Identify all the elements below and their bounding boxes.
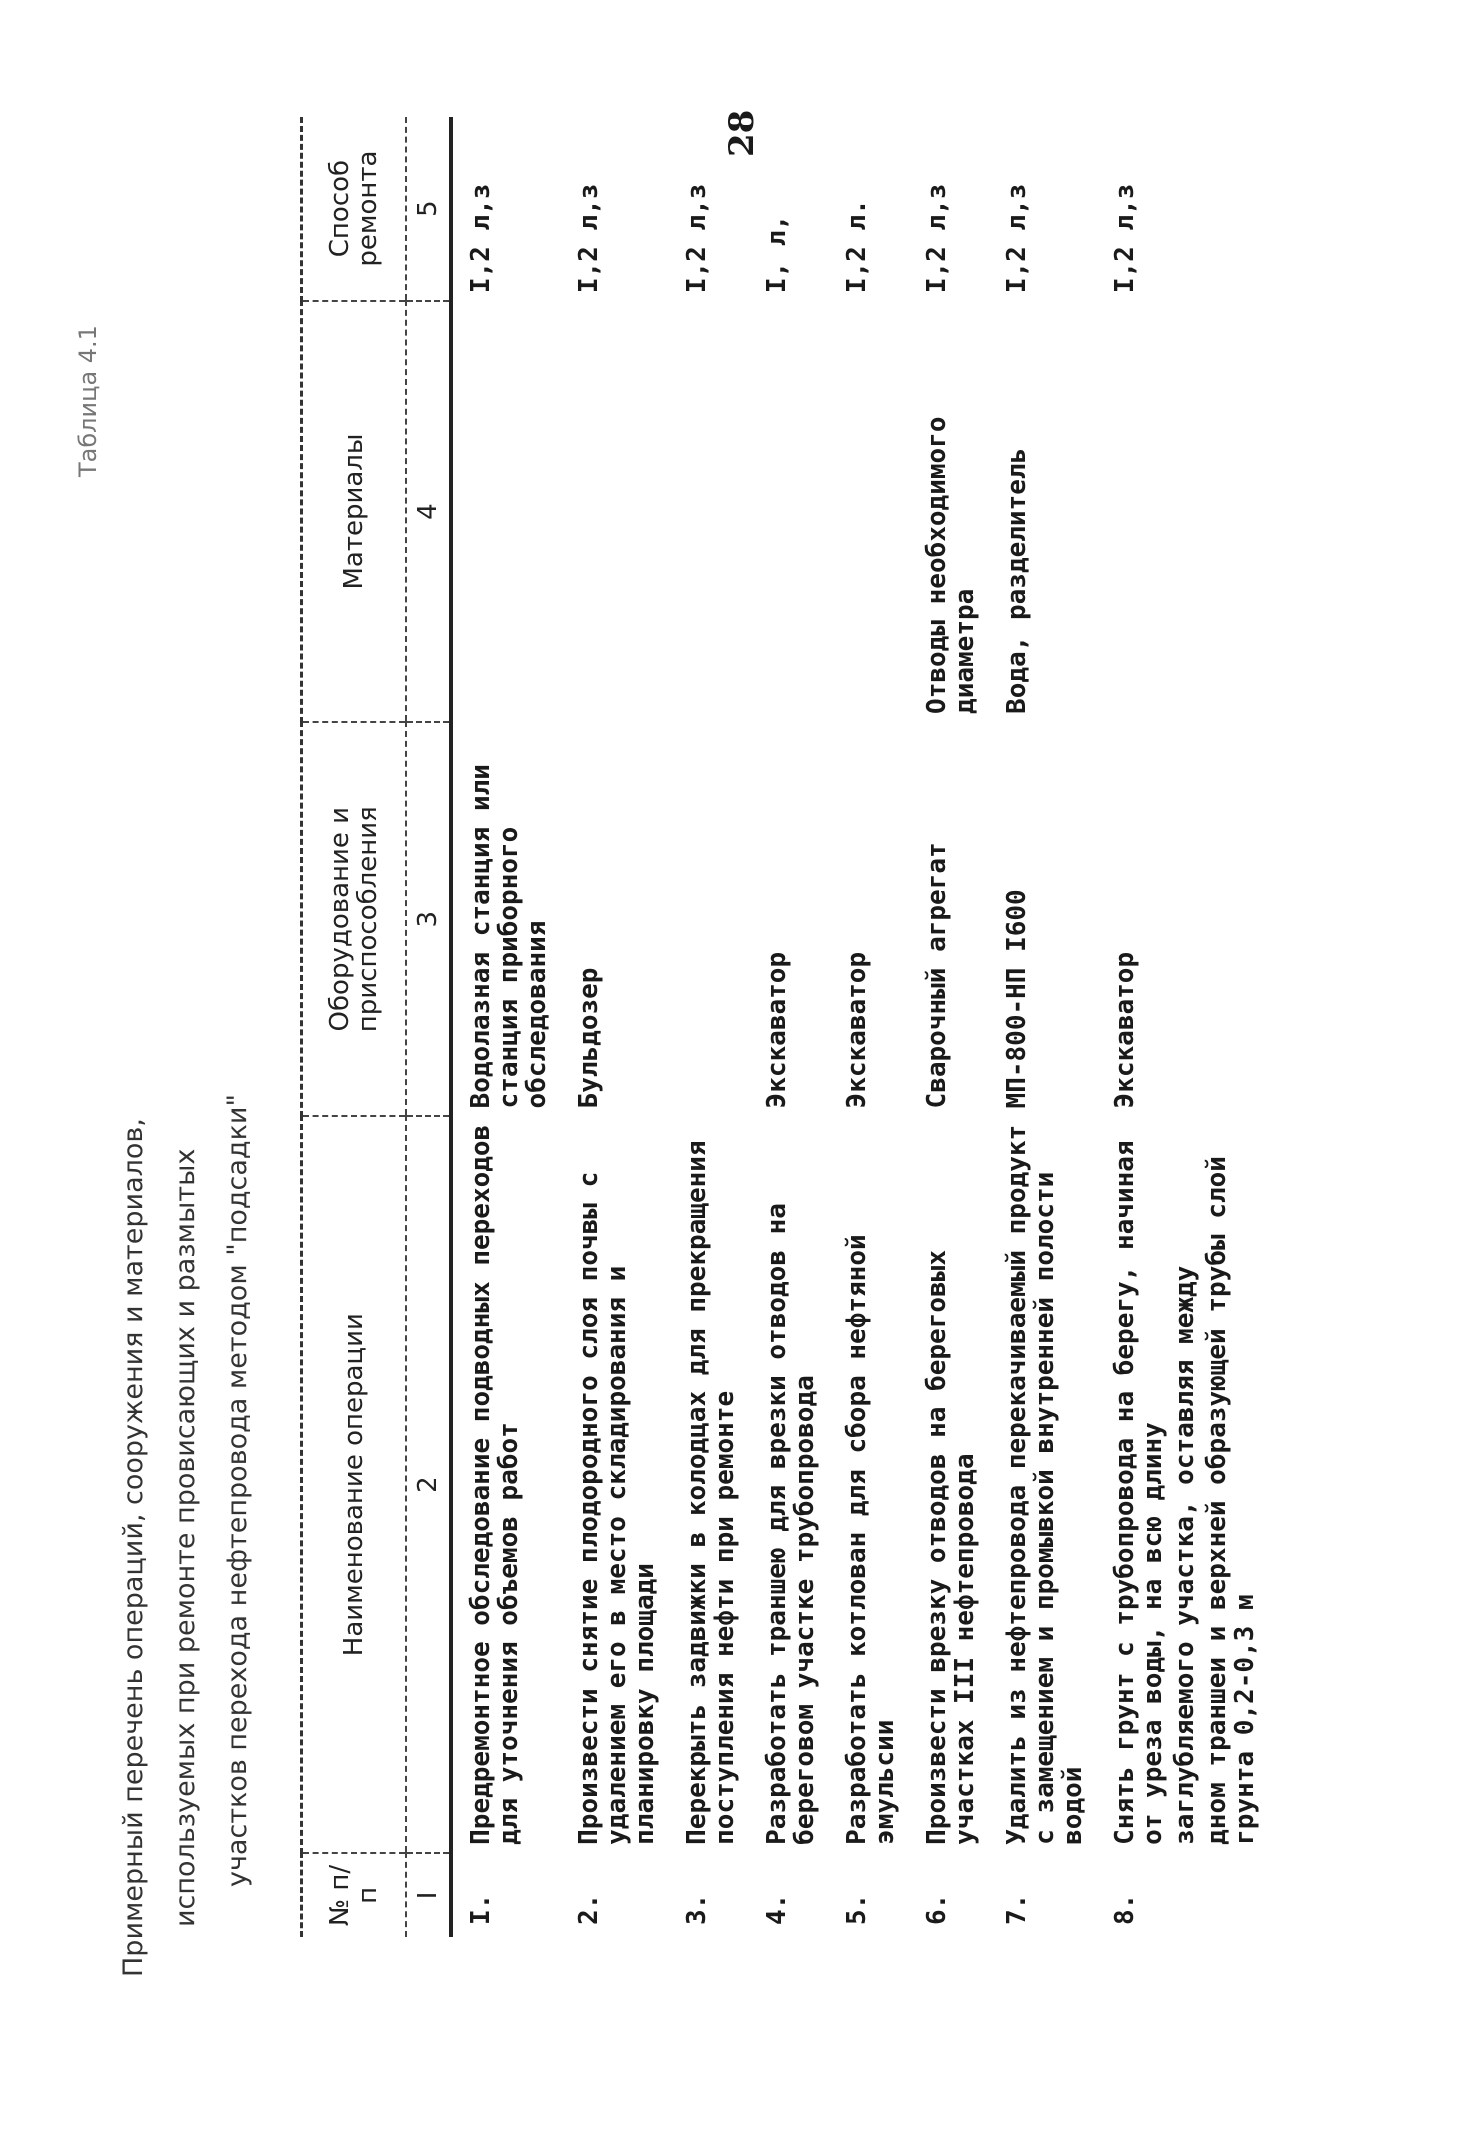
header-method: Способ ремонта — [302, 117, 407, 301]
operation-text: заглубляемого участка, оставляя между — [1170, 1265, 1200, 1845]
operation-text: Удалить из нефтепровода перекачиваемый продукт с замещением и промывкой внутренней полости водой — [1002, 1124, 1088, 1845]
row-materials — [829, 301, 909, 722]
header-equipment: Оборудование и приспособления — [302, 722, 407, 1117]
row-equipment: Бульдозер — [574, 967, 604, 1109]
row-method: I,2 л,з — [682, 183, 712, 294]
row-equipment — [669, 722, 749, 1117]
operation-text: Снять грунт с трубопровода на берегу, начиная от уреза воды, на всю длину — [1110, 1140, 1168, 1845]
row-materials: Отводы необходимого диаметра — [922, 416, 980, 714]
row-materials — [561, 301, 669, 722]
row-materials — [1097, 301, 1269, 722]
row-equipment: МП-800-НП I600 — [1002, 889, 1032, 1109]
table-header-row — [302, 117, 407, 1937]
column-number: I — [406, 1853, 451, 1937]
row-number: I. — [466, 1893, 496, 1925]
operation-text: Разработать котлован для сбора нефтяной эмульсии — [842, 1234, 900, 1845]
row-method: I,2 л,з — [574, 183, 604, 294]
table-body — [451, 117, 1269, 1937]
row-operation — [451, 1116, 561, 1852]
row-materials — [669, 301, 749, 722]
operation-text: Предремонтное обследование подводных переходов для уточнения объемов работ — [466, 1124, 524, 1845]
row-equipment: Экскаватор — [1110, 951, 1140, 1109]
row-number: 7. — [1002, 1893, 1032, 1925]
row-method: I, л, — [762, 214, 792, 294]
column-number: 3 — [406, 722, 451, 1117]
header-materials: Материалы — [302, 301, 407, 722]
row-number: 8. — [1110, 1893, 1140, 1925]
column-number-row — [406, 117, 451, 1937]
column-number: 5 — [406, 117, 451, 301]
row-method: I,2 л,з — [922, 183, 952, 294]
row-operation — [989, 1116, 1097, 1852]
table-row — [1097, 117, 1269, 1937]
row-number: 6. — [922, 1893, 952, 1925]
table-row — [989, 117, 1097, 1937]
table-row — [669, 117, 749, 1937]
row-operation — [829, 1116, 909, 1852]
operation-text: Разработать траншею для врезки отводов на береговом участке трубопровода — [762, 1203, 820, 1845]
row-operation — [909, 1116, 989, 1852]
column-number: 2 — [406, 1116, 451, 1852]
row-equipment: Водолазная станция или станция приборного обследования — [466, 764, 552, 1109]
table-row — [749, 117, 829, 1937]
row-operation — [561, 1116, 669, 1852]
operation-text: дном траншеи и верхней образующей трубы слой грунта 0,2-0,3 м — [1202, 1156, 1260, 1845]
row-number: 3. — [682, 1893, 712, 1925]
row-method: I,2 л. — [842, 199, 872, 294]
column-number: 4 — [406, 301, 451, 722]
row-equipment: Экскаватор — [842, 951, 872, 1109]
operation-text: Перекрыть задвижки в колодцах для прекращения поступления нефти при ремонте — [682, 1140, 740, 1845]
row-number: 5. — [842, 1893, 872, 1925]
row-method: I,2 л,з — [466, 183, 496, 294]
row-operation — [1097, 1116, 1269, 1852]
table-label: Таблица 4.1 — [74, 325, 102, 477]
table-row — [829, 117, 909, 1937]
row-equipment: Сварочный агрегат — [922, 842, 952, 1109]
row-number: 2. — [574, 1893, 604, 1925]
operation-text: Произвести врезку отводов на береговых участках III нефтепровода — [922, 1250, 980, 1845]
row-materials — [451, 301, 561, 722]
page-number: 28 — [722, 109, 762, 157]
table-title-line-1: Примерный перечень операций, сооружения и материалов, — [118, 1118, 149, 1977]
row-number: 4. — [762, 1893, 792, 1925]
operation-text: Произвести снятие плодородного слоя почвы с удалением его в место складирования и планировку площади — [574, 1171, 660, 1845]
row-method: I,2 л,з — [1110, 183, 1140, 294]
row-materials: Вода, разделитель — [1002, 447, 1032, 714]
row-operation — [669, 1116, 749, 1852]
table-title-line-2: используемых при ремонте провисающих и размытых — [170, 1148, 201, 1927]
table-row — [909, 117, 989, 1937]
row-materials — [749, 301, 829, 722]
header-operation: Наименование операции — [302, 1116, 407, 1852]
operations-table — [300, 117, 1269, 1937]
row-operation — [749, 1116, 829, 1852]
row-method: I,2 л,з — [1002, 183, 1032, 294]
header-number: № п/п — [302, 1853, 407, 1937]
row-equipment: Экскаватор — [762, 951, 792, 1109]
table-row — [451, 117, 561, 1937]
table-row — [561, 117, 669, 1937]
table-title-line-3: участков перехода нефтепровода методом "подсадки" — [222, 1094, 253, 1887]
